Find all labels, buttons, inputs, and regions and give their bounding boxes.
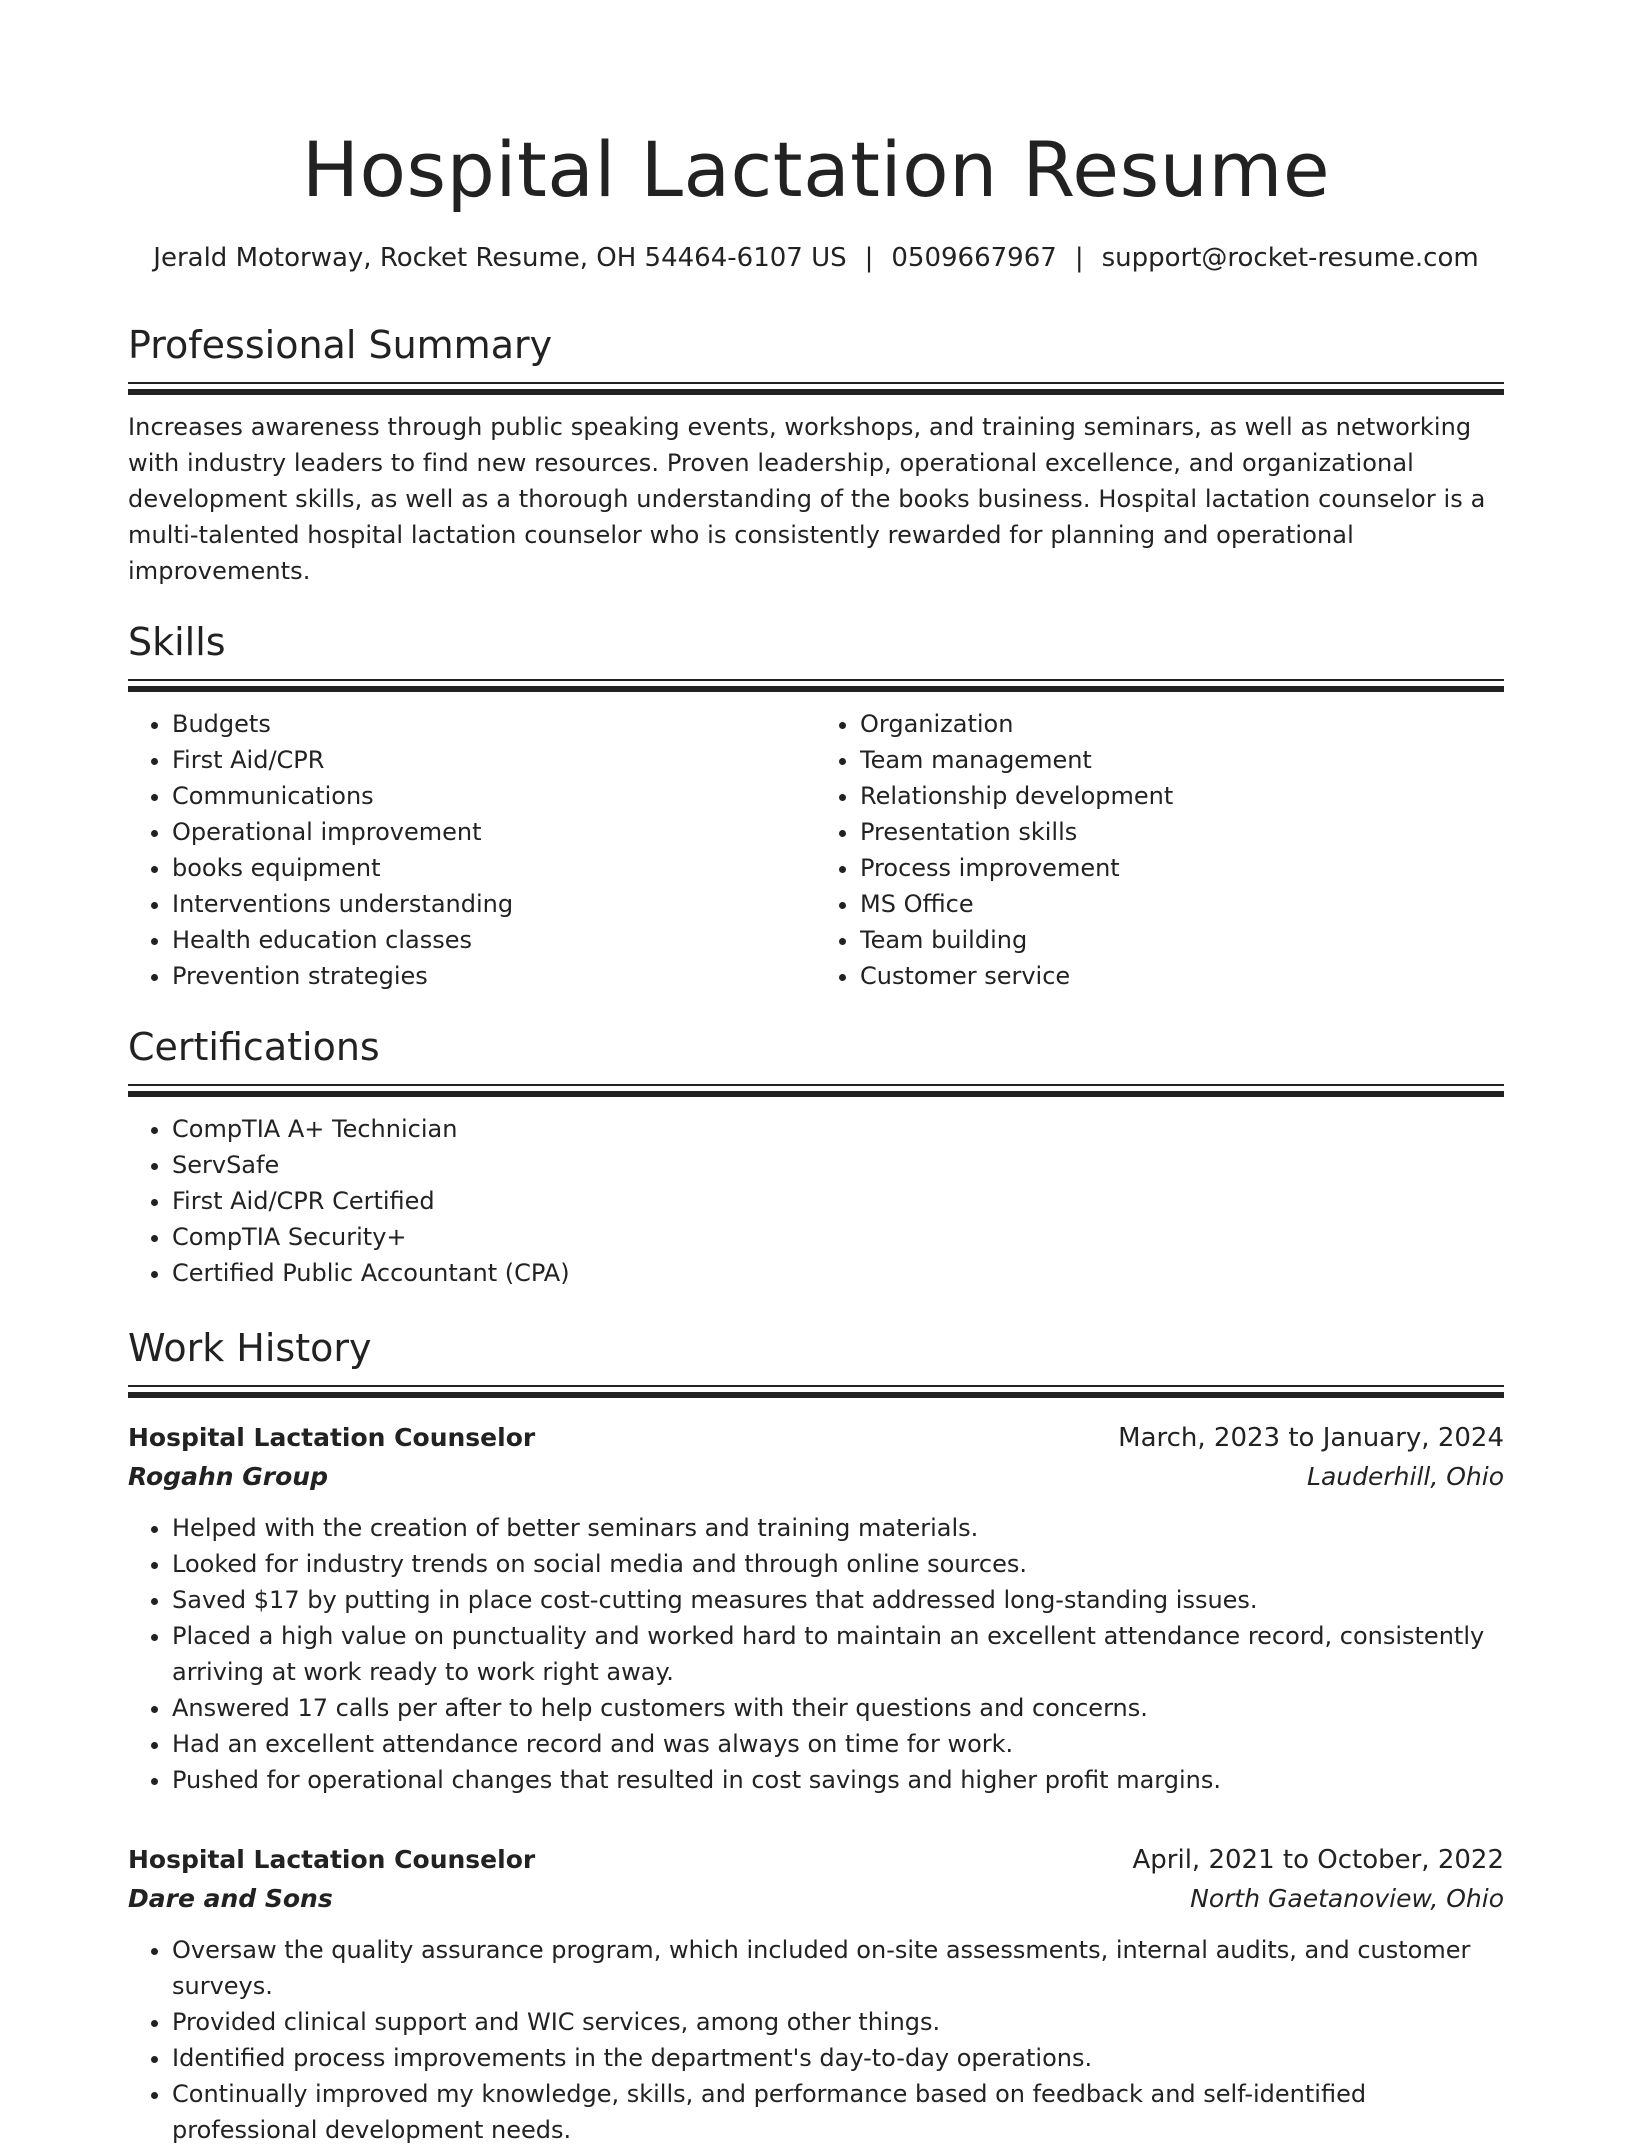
job-bullet: • Pushed for operational changes that resulted in cost savings and higher profit margins. <box>172 1762 1504 1798</box>
section-divider <box>128 1385 1504 1400</box>
section-divider <box>128 382 1504 397</box>
job-company: Dare and Sons <box>128 1884 333 1913</box>
job-title: Hospital Lactation Counselor <box>128 1423 536 1452</box>
job-bullets <box>128 1510 1504 1798</box>
skill-item: • Interventions understanding <box>172 886 816 922</box>
job-company: Rogahn Group <box>128 1462 328 1491</box>
contact-line <box>128 238 1504 278</box>
job-bullet: • Helped with the creation of better seminars and training materials. <box>172 1510 1504 1546</box>
section-heading-work-history: Work History <box>128 1326 372 1370</box>
section-heading-skills: Skills <box>128 620 226 664</box>
skills-columns <box>128 706 1504 994</box>
skills-list-right <box>816 706 1504 994</box>
section-divider <box>128 679 1504 694</box>
skills-section <box>128 619 1504 994</box>
skill-item: • Team management <box>860 742 1504 778</box>
contact-separator: | <box>1074 243 1084 273</box>
section-divider <box>128 1084 1504 1099</box>
job-bullet: • Answered 17 calls per after to help customers with their questions and concerns. <box>172 1690 1504 1726</box>
contact-phone: 0509667967 <box>891 243 1057 273</box>
certification-item: • CompTIA Security+ <box>172 1219 1504 1255</box>
skill-item: • Health education classes <box>172 922 816 958</box>
contact-address: Jerald Motorway, Rocket Resume, OH 54464-6107 US <box>153 243 847 273</box>
job-header-row <box>128 1840 1504 1880</box>
skill-item: • Presentation skills <box>860 814 1504 850</box>
skill-item: • MS Office <box>860 886 1504 922</box>
job-dates: April, 2021 to October, 2022 <box>1132 1845 1504 1875</box>
job-bullet: • Looked for industry trends on social media and through online sources. <box>172 1546 1504 1582</box>
skill-item: • Organization <box>860 706 1504 742</box>
job-title: Hospital Lactation Counselor <box>128 1845 536 1874</box>
skill-item: • Process improvement <box>860 850 1504 886</box>
job-entry <box>128 1840 1504 2148</box>
skill-item: • Budgets <box>172 706 816 742</box>
work-history-section <box>128 1325 1504 2148</box>
skill-item: • Prevention strategies <box>172 958 816 994</box>
certification-item: • Certified Public Accountant (CPA) <box>172 1255 1504 1291</box>
job-location: North Gaetanoview, Ohio <box>1190 1884 1504 1913</box>
job-location: Lauderhill, Ohio <box>1307 1462 1504 1491</box>
certification-item: • ServSafe <box>172 1147 1504 1183</box>
job-bullet: • Saved $17 by putting in place cost-cutting measures that addressed long-standing issues. <box>172 1582 1504 1618</box>
resume-title: Hospital Lactation Resume <box>301 125 1331 214</box>
job-bullet: • Placed a high value on punctuality and worked hard to maintain an excellent attendance record, consistently arriving at work ready to work right away. <box>172 1618 1504 1690</box>
contact-email: support@rocket-resume.com <box>1101 243 1479 273</box>
skill-item: • Relationship development <box>860 778 1504 814</box>
job-dates: March, 2023 to January, 2024 <box>1118 1423 1504 1453</box>
skill-item: • Customer service <box>860 958 1504 994</box>
job-header-row <box>128 1418 1504 1458</box>
job-entry <box>128 1418 1504 1798</box>
section-heading-summary: Professional Summary <box>128 323 553 367</box>
certifications-section <box>128 1024 1504 1291</box>
contact-separator: | <box>864 243 874 273</box>
job-bullet: • Had an excellent attendance record and was always on time for work. <box>172 1726 1504 1762</box>
job-bullet: • Oversaw the quality assurance program, which included on-site assessments, internal audits, and customer surveys. <box>172 1932 1504 2004</box>
certification-item: • CompTIA A+ Technician <box>172 1111 1504 1147</box>
skill-item: • Operational improvement <box>172 814 816 850</box>
job-company-row <box>128 1880 1504 1918</box>
skill-item: • First Aid/CPR <box>172 742 816 778</box>
job-bullet: • Continually improved my knowledge, skills, and performance based on feedback and self-identified professional development needs. <box>172 2076 1504 2148</box>
section-heading-certifications: Certifications <box>128 1025 380 1069</box>
summary-section <box>128 322 1504 589</box>
skill-item: • books equipment <box>172 850 816 886</box>
skill-item: • Team building <box>860 922 1504 958</box>
certifications-list <box>128 1111 1504 1291</box>
certification-item: • First Aid/CPR Certified <box>172 1183 1504 1219</box>
job-bullet: • Identified process improvements in the department's day-to-day operations. <box>172 2040 1504 2076</box>
summary-text: Increases awareness through public speaking events, workshops, and training seminars, as well as networking with industry leaders to find new resources. Proven leadership, operational excellence, and organizational development skills, as well as a thorough understanding of the books business. Hospital lactation counselor is a multi-talented hospital lactation counselor who is consistently rewarded for planning and operational improvements. <box>128 413 1486 585</box>
job-company-row <box>128 1458 1504 1496</box>
job-bullets <box>128 1932 1504 2148</box>
skills-list-left <box>128 706 816 994</box>
job-bullet: • Provided clinical support and WIC services, among other things. <box>172 2004 1504 2040</box>
skill-item: • Communications <box>172 778 816 814</box>
